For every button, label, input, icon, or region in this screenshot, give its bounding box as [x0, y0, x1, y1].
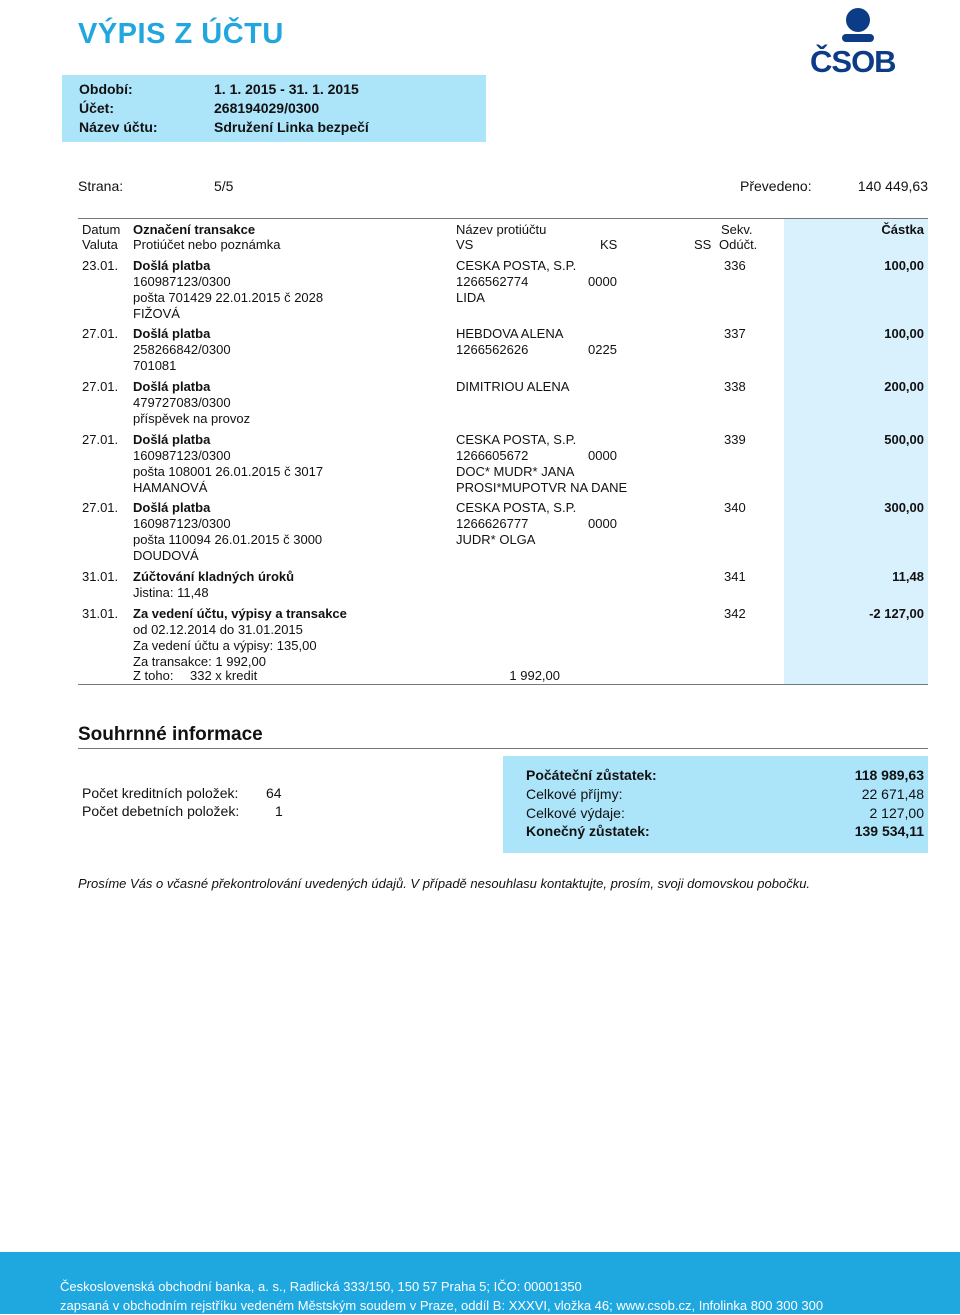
row-date: 27.01. — [82, 500, 119, 515]
summary-rule — [78, 748, 928, 749]
th-oznaceni: Označení transakce — [133, 222, 256, 237]
closing-balance-label: Konečný zůstatek: — [526, 823, 650, 839]
opening-balance-label: Počáteční zůstatek: — [526, 767, 657, 783]
balance-summary-box — [503, 756, 928, 853]
th-castka: Částka — [881, 222, 924, 237]
row-sekv: 337 — [724, 326, 746, 341]
row-detail: 160987123/0300 — [133, 274, 231, 289]
row-date: 31.01. — [82, 569, 119, 584]
row-amount: -2 127,00 — [869, 606, 924, 621]
statement-title: VÝPIS Z ÚČTU — [78, 18, 284, 50]
th-oducet: Odúčt. — [719, 237, 758, 252]
row-vs: 1266562774 — [456, 274, 529, 289]
row-detail: 479727083/0300 — [133, 395, 231, 410]
closing-balance-value: 139 534,11 — [854, 823, 924, 839]
summary-title: Souhrnné informace — [78, 724, 263, 745]
account-info-box — [62, 75, 486, 142]
row-type: Došlá platba — [133, 258, 211, 273]
row-detail: pošta 108001 26.01.2015 č 3017 — [133, 464, 324, 479]
row-amount: 200,00 — [884, 379, 924, 394]
row-detail: 160987123/0300 — [133, 516, 231, 531]
th-valuta: Valuta — [82, 237, 118, 252]
row-name: DIMITRIOU ALENA — [456, 379, 570, 394]
row-name-extra: JUDR* OLGA — [456, 532, 536, 547]
row-type: Za vedení účtu, výpisy a transakce — [133, 606, 347, 621]
row-type: Došlá platba — [133, 379, 211, 394]
row-type: Došlá platba — [133, 432, 211, 447]
row-sekv: 341 — [724, 569, 746, 584]
account-name-value: Sdružení Linka bezpečí — [214, 119, 369, 135]
row-sekv: 338 — [724, 379, 746, 394]
row-detail: 160987123/0300 — [133, 448, 231, 463]
row-detail: Za transakce: 1 992,00 — [133, 654, 266, 669]
row-detail: od 02.12.2014 do 31.01.2015 — [133, 622, 303, 637]
total-expense-value: 2 127,00 — [869, 805, 924, 821]
th-sekv: Sekv. — [721, 222, 753, 237]
th-protiucet: Protiúčet nebo poznámka — [133, 237, 281, 252]
row-vs: 1266626777 — [456, 516, 529, 531]
total-income-label: Celkové příjmy: — [526, 786, 623, 802]
row-ks: 0225 — [588, 342, 617, 357]
th-ks: KS — [600, 237, 618, 252]
page-value: 5/5 — [214, 178, 234, 194]
th-datum: Datum — [82, 222, 121, 237]
period-value: 1. 1. 2015 - 31. 1. 2015 — [214, 81, 359, 97]
row-sekv: 340 — [724, 500, 746, 515]
csob-logo-icon — [806, 4, 906, 80]
period-label: Období: — [79, 81, 133, 97]
ztoho-label: Z toho: — [133, 668, 174, 683]
notice-text: Prosíme Vás o včasné překontrolování uvedených údajů. V případě nesouhlasu kontaktujte, prosím, svoji domovskou pobočku. — [78, 876, 811, 891]
row-type: Zúčtování kladných úroků — [133, 569, 295, 584]
ztoho-desc: 332 x kredit — [190, 668, 258, 683]
row-name: CESKA POSTA, S.P. — [456, 500, 577, 515]
footer-line-2: zapsaná v obchodním rejstříku vedeném Městským soudem v Praze, oddíl B: XXXVI, vložka 46; www.csob.cz, Infolinka 800 300 300 — [60, 1298, 824, 1313]
row-name-extra: LIDA — [456, 290, 485, 305]
total-income-value: 22 671,48 — [861, 786, 924, 802]
row-name: CESKA POSTA, S.P. — [456, 258, 577, 273]
account-name-label: Název účtu: — [79, 119, 158, 135]
footer-line-1: Československá obchodní banka, a. s., Radlická 333/150, 150 57 Praha 5; IČO: 00001350 — [60, 1279, 582, 1294]
row-vs: 1266605672 — [456, 448, 529, 463]
debit-count-value: 1 — [275, 803, 283, 819]
account-value: 268194029/0300 — [214, 100, 320, 116]
account-label: Účet: — [79, 100, 115, 116]
th-nazev: Název protiúčtu — [456, 222, 547, 237]
row-sekv: 339 — [724, 432, 746, 447]
footer — [0, 1252, 960, 1314]
row-name: HEBDOVA ALENA — [456, 326, 564, 341]
row-detail: 701081 — [133, 358, 177, 373]
credit-count-label: Počet kreditních položek: — [82, 785, 239, 801]
credit-count-value: 64 — [266, 785, 282, 801]
row-amount: 100,00 — [884, 326, 924, 341]
row-date: 27.01. — [82, 432, 119, 447]
row-name: CESKA POSTA, S.P. — [456, 432, 577, 447]
table-top-rule — [78, 218, 928, 219]
carried-over-label: Převedeno: — [740, 178, 812, 194]
page-label: Strana: — [78, 178, 124, 194]
row-amount: 300,00 — [884, 500, 924, 515]
row-date: 31.01. — [82, 606, 119, 621]
table-bottom-rule — [78, 684, 928, 685]
row-detail: pošta 701429 22.01.2015 č 2028 — [133, 290, 324, 305]
row-ks: 0000 — [588, 274, 617, 289]
row-ks: 0000 — [588, 448, 617, 463]
row-amount: 11,48 — [892, 569, 924, 584]
carried-over-value: 140 449,63 — [857, 178, 928, 194]
row-sekv: 342 — [724, 606, 746, 621]
row-name-extra: PROSI*MUPOTVR NA DANE — [456, 480, 628, 495]
total-expense-label: Celkové výdaje: — [526, 805, 625, 821]
row-detail: HAMANOVÁ — [133, 480, 208, 495]
th-vs: VS — [456, 237, 474, 252]
row-date: 23.01. — [82, 258, 119, 273]
row-ks: 0000 — [588, 516, 617, 531]
row-detail: pošta 110094 26.01.2015 č 3000 — [133, 532, 323, 547]
row-vs: 1266562626 — [456, 342, 529, 357]
row-date: 27.01. — [82, 379, 119, 394]
logo-text: ČSOB — [810, 44, 896, 79]
opening-balance-value: 118 989,63 — [854, 767, 924, 783]
row-detail: 258266842/0300 — [133, 342, 231, 357]
row-type: Došlá platba — [133, 326, 211, 341]
row-name-extra: DOC* MUDR* JANA — [456, 464, 575, 479]
row-type: Došlá platba — [133, 500, 211, 515]
row-detail: příspěvek na provoz — [133, 411, 251, 426]
debit-count-label: Počet debetních položek: — [82, 803, 240, 819]
row-detail: Jistina: 11,48 — [133, 585, 209, 600]
th-ss: SS — [694, 237, 712, 252]
row-amount: 100,00 — [884, 258, 924, 273]
row-amount: 500,00 — [884, 432, 924, 447]
row-detail: DOUDOVÁ — [133, 548, 199, 563]
row-detail: FIŽOVÁ — [133, 306, 180, 321]
row-detail: Za vedení účtu a výpisy: 135,00 — [133, 638, 317, 653]
row-date: 27.01. — [82, 326, 119, 341]
row-sekv: 336 — [724, 258, 746, 273]
ztoho-value: 1 992,00 — [509, 668, 560, 683]
